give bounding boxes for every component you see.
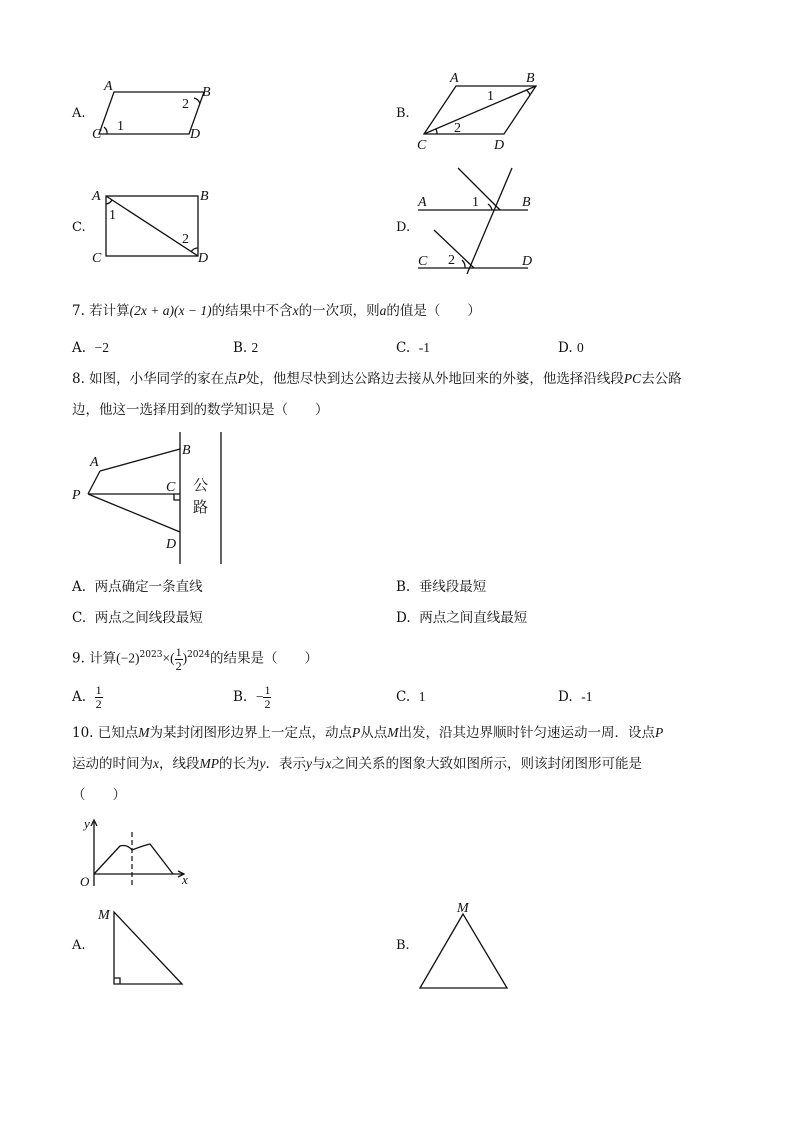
angle-label-1: 1 xyxy=(472,195,479,210)
point-a: A xyxy=(418,195,427,210)
origin-label: O xyxy=(80,874,90,889)
point-b: B xyxy=(200,189,209,204)
q6-figure-d xyxy=(412,164,542,274)
segment-ab xyxy=(100,449,180,471)
angle-arc-1 xyxy=(488,204,492,210)
point-c: C xyxy=(417,138,427,153)
point-b: B xyxy=(522,195,531,210)
q7-option-a[interactable]: A. −2 xyxy=(72,340,110,356)
point-c: C xyxy=(92,127,102,142)
q10-figure-b xyxy=(416,900,516,995)
q8-option-d[interactable]: D. 两点之间直线最短 xyxy=(396,610,528,626)
q10-option-a-label[interactable]: A. xyxy=(72,938,86,953)
q6-figure-a xyxy=(90,78,220,144)
point-d: D xyxy=(190,127,201,142)
angle-label-1: 1 xyxy=(487,89,494,104)
point-a: A xyxy=(92,189,101,204)
point-a: A xyxy=(90,455,99,470)
q6-figure-b xyxy=(412,70,552,152)
q8-option-a[interactable]: A. 两点确定一条直线 xyxy=(72,579,203,595)
q8-stem-line1: 8. 如图，小华同学的家在点P处，他想尽快到达公路边去接从外地回来的外婆，他选择沿线段PC去公路 xyxy=(72,371,682,387)
right-triangle xyxy=(114,912,182,984)
q7-option-b[interactable]: B. 2 xyxy=(233,340,259,356)
q9-option-c[interactable]: C. 1 xyxy=(396,689,426,705)
q10-stem-line2: 运动的时间为x，线段MP的长为y．表示y与x之间关系的图象大致如图所示，则该封闭图形可能是 xyxy=(72,756,642,772)
point-a: A xyxy=(104,79,113,94)
q10-graph xyxy=(72,812,202,892)
q10-stem-line1: 10. 已知点M为某封闭图形边界上一定点，动点P从点M出发，沿其边界顺时针匀速运动一周．设点P xyxy=(72,725,664,741)
diagonal-bc xyxy=(424,86,536,134)
q9-fraction: $\frac{1}{2}$ xyxy=(175,644,182,673)
q7-stem: 7. 若计算(2x + a)(x − 1)的结果中不含x的一次项，则a的值是（ ） xyxy=(72,303,481,319)
q9-option-d[interactable]: D. -1 xyxy=(558,689,593,705)
angle-label-2: 2 xyxy=(448,253,455,268)
q10-stem-line3: （ ） xyxy=(72,787,126,803)
angle-label-2: 2 xyxy=(454,121,461,136)
angle-arc-1 xyxy=(526,90,530,95)
axis-label-y: y xyxy=(84,816,90,831)
q9-option-a[interactable]: A. $\frac{1}{2}$ xyxy=(72,683,102,711)
angle-arc-2 xyxy=(436,129,437,134)
segment-pd xyxy=(88,494,180,532)
q6-option-b-label[interactable]: B. xyxy=(396,106,410,121)
axis-label-x: x xyxy=(182,872,188,887)
point-p: P xyxy=(72,488,81,503)
q7-option-d[interactable]: D. 0 xyxy=(558,340,584,356)
point-c: C xyxy=(92,251,102,266)
angle-arc-2 xyxy=(191,248,198,252)
q8-stem-line2: 边，他这一选择用到的数学知识是（ ） xyxy=(72,402,329,418)
angle-arc-1 xyxy=(106,200,112,204)
point-b: B xyxy=(526,71,535,86)
angle-label-1: 1 xyxy=(117,119,124,134)
q9-stem: 9. 计算$(-2)^{2023}\times$( $\frac{1}{2}$ )$^{2024}$的结果是（ ） xyxy=(72,644,318,673)
point-d: D xyxy=(522,254,533,269)
point-d: D xyxy=(494,138,505,153)
q9-option-b[interactable]: B. − $\frac{1}{2}$ xyxy=(233,683,271,711)
q10-figure-a xyxy=(96,904,196,994)
point-m: M xyxy=(98,908,110,923)
point-d: D xyxy=(166,537,177,552)
diagonal-ad xyxy=(106,196,198,256)
q10-option-b-label[interactable]: B. xyxy=(396,938,410,953)
q6-figure-c xyxy=(90,186,220,266)
q6-option-a-label[interactable]: A. xyxy=(72,106,86,121)
segment-pa xyxy=(88,471,100,494)
angle-arc-2 xyxy=(194,98,200,104)
right-angle-mark xyxy=(114,978,120,984)
angle-label-1: 1 xyxy=(109,208,116,223)
point-m: M xyxy=(457,901,469,916)
ray-1 xyxy=(458,168,500,210)
equilateral-triangle xyxy=(420,914,507,988)
graph-curve xyxy=(94,844,173,874)
q6-option-c-label[interactable]: C. xyxy=(72,220,86,235)
road-label-2: 路 xyxy=(193,498,209,516)
point-b: B xyxy=(202,85,211,100)
point-c: C xyxy=(418,254,428,269)
q7-option-c[interactable]: C. -1 xyxy=(396,340,430,356)
road-label-1: 公 xyxy=(193,476,209,494)
angle-arc-1 xyxy=(104,127,107,134)
point-d: D xyxy=(198,251,209,266)
point-c: C xyxy=(166,480,176,495)
point-a: A xyxy=(450,71,459,86)
q6-option-d-label[interactable]: D. xyxy=(396,220,411,235)
q8-figure xyxy=(68,428,238,568)
angle-label-2: 2 xyxy=(182,97,189,112)
angle-label-2: 2 xyxy=(182,232,189,247)
point-b: B xyxy=(182,443,191,458)
q7-expression: (2x + a)(x − 1) xyxy=(129,303,212,318)
q8-option-b[interactable]: B. 垂线段最短 xyxy=(396,579,487,595)
angle-arc-2 xyxy=(462,260,465,268)
q8-option-c[interactable]: C. 两点之间线段最短 xyxy=(72,610,203,626)
